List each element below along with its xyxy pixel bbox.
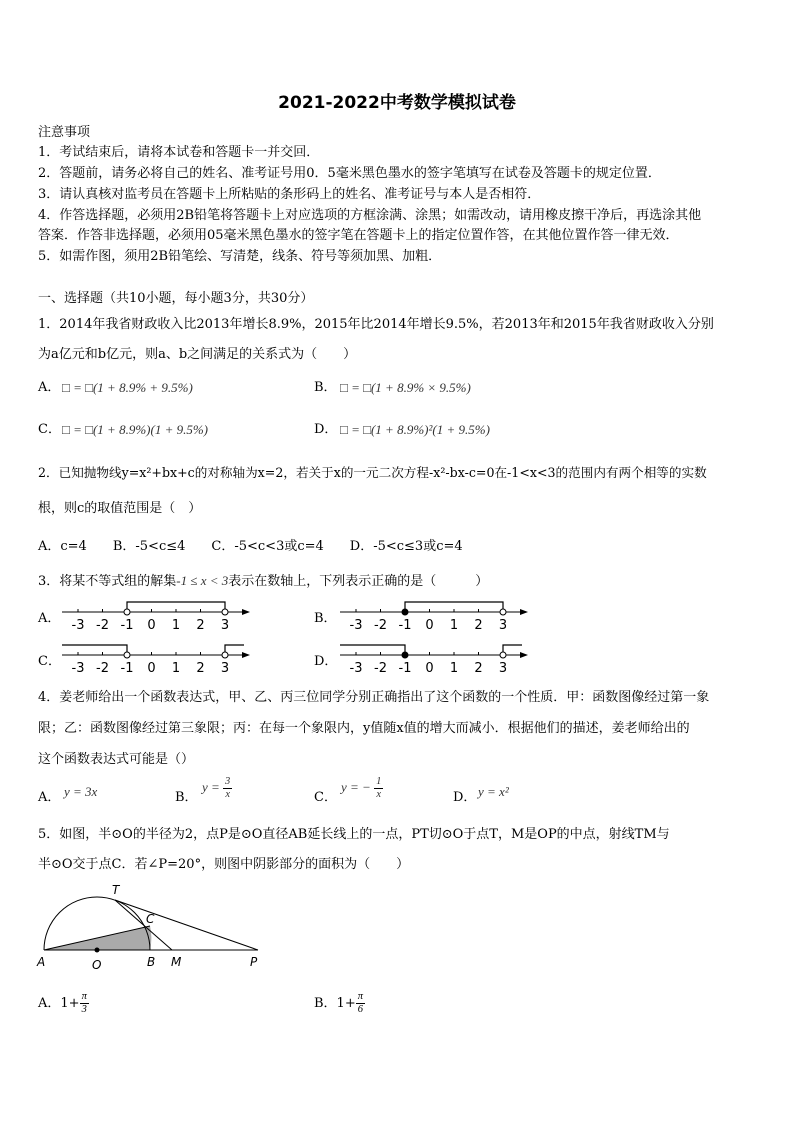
tick-label: 3 bbox=[220, 618, 230, 633]
tick-label: 1 bbox=[449, 618, 459, 633]
tick-label: -3 bbox=[71, 618, 85, 633]
q5-option-a-label: A．1+ bbox=[38, 996, 80, 1011]
note-line-1: 1．考试结束后，请将本试卷和答题卡一并交回． bbox=[38, 145, 320, 160]
q5-option-b-label: B．1+ bbox=[314, 996, 356, 1011]
label-a: A bbox=[37, 955, 46, 969]
q3-numberline-a bbox=[60, 598, 252, 634]
q5-line-1: 5．如图，半⊙O的半径为2，点P是⊙O直径AB延长线上的一点，PT切⊙O于点T，M是OP的中点，射线TM与 bbox=[38, 827, 670, 842]
q1-option-d: □ = □(1 + 8.9%)²(1 + 9.5%) bbox=[340, 422, 490, 437]
q5-option-a-fraction bbox=[80, 991, 89, 1016]
q5-option-a bbox=[38, 991, 89, 1016]
q5-diagram bbox=[34, 880, 270, 972]
q3-option-c-label: C． bbox=[38, 654, 61, 669]
q3-option-d-label: D． bbox=[314, 654, 338, 669]
q2-options: A．c=4 B．-5<c≤4 C．-5<c<3或c=4 D．-5<c≤3或c=4 bbox=[38, 539, 463, 554]
q4-line-1: 4．姜老师给出一个函数表达式，甲、乙、丙三位同学分别正确指出了这个函数的一个性质．甲：函数图像经过第一象 bbox=[38, 690, 710, 705]
tick-label: -3 bbox=[71, 661, 85, 676]
tick-label: 2 bbox=[474, 661, 483, 676]
q4-option-b-den: x bbox=[225, 789, 230, 800]
q3-option-b-label: B． bbox=[314, 611, 337, 626]
tick-label: -1 bbox=[398, 661, 412, 676]
q1-option-d-label: D． bbox=[314, 422, 338, 437]
tick-label: -2 bbox=[374, 618, 387, 633]
q4-option-c bbox=[341, 776, 383, 801]
q3-suffix: 表示在数轴上，下列表示正确的是（ ） bbox=[228, 574, 489, 589]
q4-option-b-fraction bbox=[223, 776, 232, 801]
q4-option-d-label: D． bbox=[453, 790, 477, 805]
label-c: C bbox=[146, 912, 155, 926]
tick-label: -3 bbox=[349, 618, 363, 633]
tick-label: -2 bbox=[96, 661, 109, 676]
q4-option-a-label: A． bbox=[38, 790, 61, 805]
tick-label: 0 bbox=[425, 618, 434, 633]
q5-option-b-den: 6 bbox=[357, 1004, 363, 1015]
label-p: P bbox=[250, 955, 258, 969]
q5-option-b-fraction bbox=[356, 991, 365, 1016]
tick-label: -1 bbox=[120, 661, 134, 676]
tick-label: -3 bbox=[349, 661, 363, 676]
q5-option-a-den: 3 bbox=[81, 1004, 87, 1015]
q3-question bbox=[38, 570, 488, 589]
tick-label: 3 bbox=[498, 618, 508, 633]
q1-option-a-label: A． bbox=[38, 380, 61, 395]
tick-label: -1 bbox=[120, 618, 134, 633]
q1-line-2: 为a亿元和b亿元，则a、b之间满足的关系式为（ ） bbox=[38, 347, 357, 362]
tick-label: 1 bbox=[171, 618, 181, 633]
q4-line-2: 限；乙：函数图像经过第三象限；丙：在每一个象限内，y值随x值的增大而减小．根据他们的描述，姜老师给出的 bbox=[38, 721, 690, 736]
label-m: M bbox=[171, 955, 182, 969]
tick-label: 2 bbox=[474, 618, 483, 633]
q4-option-b-num: 3 bbox=[225, 776, 231, 787]
label-o: O bbox=[92, 958, 102, 972]
q1-line-1: 1．2014年我省财政收入比2013年增长8.9%，2015年比2014年增长9.5%，若2013年和2015年我省财政收入分别 bbox=[38, 317, 714, 332]
q4-option-a: y = 3x bbox=[64, 784, 98, 799]
q3-numberline-b bbox=[338, 598, 530, 634]
tick-label: 1 bbox=[449, 661, 459, 676]
tick-label: 0 bbox=[147, 618, 156, 633]
tick-label: 0 bbox=[147, 661, 156, 676]
tick-label: -1 bbox=[398, 618, 412, 633]
q4-line-3: 这个函数表达式可能是（） bbox=[38, 752, 195, 767]
q2-line-1: 2．已知抛物线y=x²+bx+c的对称轴为x=2，若关于x的一元二次方程-x²-bx-c=0在-1<x<3的范围内有两个相等的实数 bbox=[38, 465, 707, 480]
tick-label: 0 bbox=[425, 661, 434, 676]
note-line-3: 3．请认真核对监考员在答题卡上所粘贴的条形码上的姓名、准考证号与本人是否相符． bbox=[38, 187, 541, 202]
q2-line-2: 根，则c的取值范围是（ ） bbox=[38, 501, 202, 516]
q5-option-b bbox=[314, 991, 365, 1016]
tick-label: -2 bbox=[374, 661, 387, 676]
q3-numberline-d bbox=[338, 641, 530, 677]
tick-label: 1 bbox=[171, 661, 181, 676]
section-heading: 一、选择题（共10小题，每小题3分，共30分） bbox=[38, 291, 314, 306]
note-line-5: 答案．作答非选择题，必须用05毫米黑色墨水的签字笔在答题卡上的指定位置作答，在其他位置作答一律无效． bbox=[38, 228, 679, 243]
q3-option-a-label: A． bbox=[38, 611, 61, 626]
notes-heading: 注意事项 bbox=[38, 125, 91, 140]
center-point-o bbox=[95, 948, 100, 953]
tick-label: 2 bbox=[196, 618, 205, 633]
tick-label: -2 bbox=[96, 618, 109, 633]
note-line-6: 5．如需作图，须用2B铅笔绘、写清楚，线条、符号等须加黑、加粗． bbox=[38, 249, 442, 264]
q3-inequality: -1 ≤ x < 3 bbox=[176, 573, 229, 588]
q4-option-b-label: B． bbox=[175, 790, 198, 805]
label-b: B bbox=[147, 955, 156, 969]
q5-line-2: 半⊙O交于点C．若∠P=20°，则图中阴影部分的面积为（ ） bbox=[38, 857, 410, 872]
q4-option-c-fraction bbox=[374, 776, 383, 801]
tick-label: 2 bbox=[196, 661, 205, 676]
q4-option-c-lhs: y = − bbox=[341, 779, 371, 795]
note-line-4: 4．作答选择题，必须用2B铅笔将答题卡上对应选项的方框涂满、涂黑；如需改动，请用橡皮擦干净后，再选涂其他 bbox=[38, 208, 702, 223]
q1-option-b: □ = □(1 + 8.9% × 9.5%) bbox=[340, 380, 471, 395]
q1-option-c-label: C． bbox=[38, 422, 61, 437]
label-t: T bbox=[112, 883, 120, 897]
q1-option-c: □ = □(1 + 8.9%)(1 + 9.5%) bbox=[62, 422, 208, 437]
q4-option-d: y = x² bbox=[478, 784, 509, 799]
q4-option-c-label: C． bbox=[314, 790, 337, 805]
note-line-2: 2．答题前，请务必将自己的姓名、准考证号用0．5毫米黑色墨水的签字笔填写在试卷及答题卡的规定位置． bbox=[38, 166, 661, 181]
q4-option-c-num: 1 bbox=[376, 776, 382, 787]
tick-label: 3 bbox=[498, 661, 508, 676]
tick-label: 3 bbox=[220, 661, 230, 676]
q5-option-b-num: π bbox=[357, 991, 363, 1002]
q1-option-b-label: B． bbox=[314, 380, 337, 395]
q4-option-c-den: x bbox=[376, 789, 382, 800]
q3-prefix: 3．将某不等式组的解集 bbox=[38, 574, 177, 589]
q4-option-b bbox=[202, 776, 232, 801]
page-title: 2021-2022中考数学模拟试卷 bbox=[278, 93, 516, 113]
q1-option-a: □ = □(1 + 8.9% + 9.5%) bbox=[62, 380, 193, 395]
q5-option-a-num: π bbox=[81, 991, 87, 1002]
q3-numberline-c bbox=[60, 641, 252, 677]
q4-option-b-lhs: y = bbox=[202, 779, 220, 795]
